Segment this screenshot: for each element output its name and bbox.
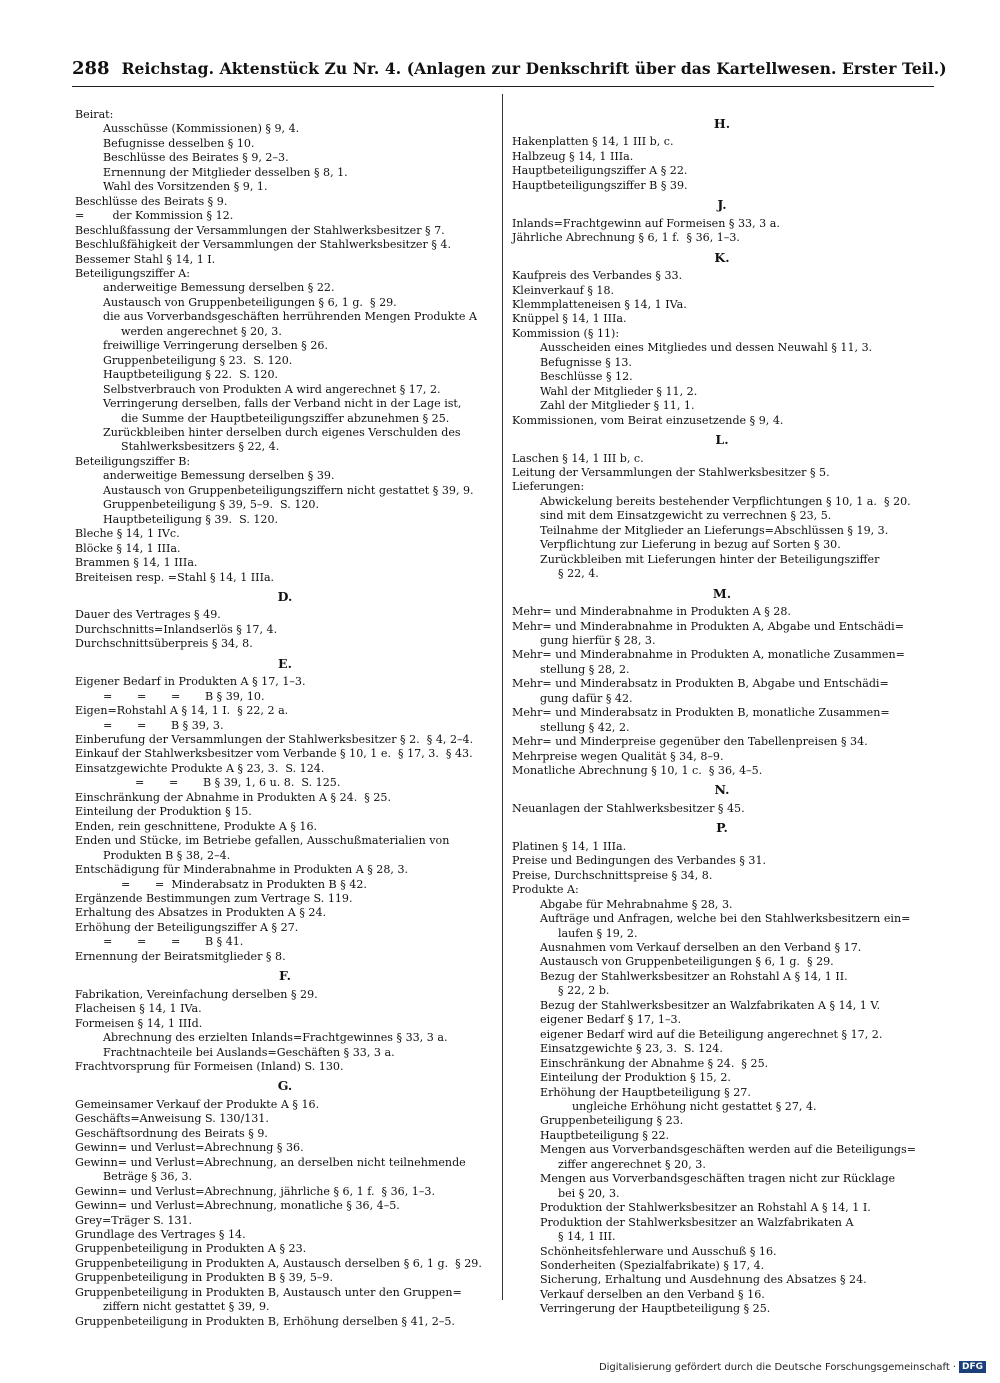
index-subentry: Verringerung derselben, falls der Verband nicht in der Lage ist,	[103, 397, 462, 411]
index-entry: Ergänzende Bestimmungen zum Vertrage S. 119.	[75, 892, 353, 906]
footer	[599, 1361, 986, 1373]
index-entry: Leitung der Versammlungen der Stahlwerksbesitzer § 5.	[512, 465, 830, 479]
index-entry: Formeisen § 14, 1 IIId.	[75, 1016, 203, 1030]
index-subentry: Befugnisse desselben § 10.	[103, 136, 255, 150]
index-entry: Gewinn= und Verlust=Abrechnung, an derselben nicht teilnehmende	[75, 1155, 466, 1169]
index-subentry: Einsatzgewichte § 23, 3. S. 124.	[540, 1042, 723, 1056]
index-subentry: anderweitige Bemessung derselben § 22.	[103, 281, 335, 295]
index-subentry: Produktion der Stahlwerksbesitzer an Walzfabrikaten A	[540, 1215, 854, 1229]
index-subentry: Sicherung, Erhaltung und Ausdehnung des Absatzes § 24.	[540, 1273, 867, 1287]
index-subentry: Abrechnung des erzielten Inlands=Frachtgewinnes § 33, 3 a.	[103, 1031, 448, 1045]
index-subentry: Abwickelung bereits bestehender Verpflichtungen § 10, 1 a. § 20.	[540, 494, 911, 508]
index-subentry: Austausch von Gruppenbeteiligungen § 6, 1 g. § 29.	[540, 955, 834, 969]
index-entry: Klemmplatteneisen § 14, 1 IVa.	[512, 297, 687, 311]
index-entry: Mehr= und Minderabnahme in Produkten A, Abgabe und Entschädi=	[512, 619, 905, 633]
index-subentry: sind mit dem Einsatzgewicht zu verrechnen § 23, 5.	[540, 509, 832, 523]
index-entry: Bessemer Stahl § 14, 1 I.	[75, 252, 216, 266]
index-entry: Kommissionen, vom Beirat einzusetzende § 9, 4.	[512, 413, 784, 427]
index-entry: Gruppenbeteiligung in Produkten B, Austausch unter den Gruppen=	[75, 1285, 462, 1299]
index-entry: Gewinn= und Verlust=Abrechnung, jährliche § 6, 1 f. § 36, 1–3.	[75, 1184, 435, 1198]
index-subentry: Beschlüsse des Beirates § 9, 2–3.	[103, 151, 289, 165]
index-entry: Flacheisen § 14, 1 IVa.	[75, 1002, 202, 1016]
index-subentry: Zahl der Mitglieder § 11, 1.	[540, 399, 695, 413]
index-entry: Gemeinsamer Verkauf der Produkte A § 16.	[75, 1097, 320, 1111]
section-letter: H.	[713, 116, 731, 131]
index-subentry: Hauptbeteiligung § 22. S. 120.	[103, 368, 279, 382]
index-subentry: Beträge § 36, 3.	[103, 1170, 193, 1184]
index-entry: Enden und Stücke, im Betriebe gefallen, Ausschußmaterialien von	[75, 834, 450, 848]
index-subentry: Gruppenbeteiligung § 23.	[540, 1114, 684, 1128]
index-entry: Gruppenbeteiligung in Produkten A § 23.	[75, 1242, 307, 1256]
index-entry: Hauptbeteiligungsziffer A § 22.	[512, 164, 688, 178]
index-subentry: die aus Vorverbandsgeschäften herrührenden Mengen Produkte A	[103, 310, 477, 324]
index-entry: Bleche § 14, 1 IVc.	[75, 527, 180, 541]
index-subentry: § 22, 2 b.	[558, 984, 610, 998]
index-entry: Beschlußfähigkeit der Versammlungen der Stahlwerksbesitzer § 4.	[75, 238, 451, 252]
index-entry: Blöcke § 14, 1 IIIa.	[75, 541, 181, 555]
index-subentry: Produktion der Stahlwerksbesitzer an Rohstahl A § 14, 1 I.	[540, 1201, 871, 1215]
index-entry: Breiteisen resp. =Stahl § 14, 1 IIIa.	[75, 570, 275, 584]
index-subentry: Austausch von Gruppenbeteiligungen § 6, 1 g. § 29.	[103, 295, 397, 309]
index-entry: Beteiligungsziffer B:	[75, 454, 191, 468]
index-subentry: stellung § 42, 2.	[540, 720, 630, 734]
index-subentry: Verpflichtung zur Lieferung in bezug auf Sorten § 30.	[540, 538, 841, 552]
index-entry: Knüppel § 14, 1 IIIa.	[512, 312, 627, 326]
page-title: Reichstag. Aktenstück Zu Nr. 4. (Anlagen zur Denkschrift über das Kartellwesen. Erster Teil.)	[121, 59, 947, 78]
index-entry: Grey=Träger S. 131.	[75, 1213, 193, 1227]
index-subentry: Gruppenbeteiligung § 23. S. 120.	[103, 353, 293, 367]
index-subentry: Produkten B § 38, 2–4.	[103, 848, 231, 862]
page-number: 288	[72, 58, 110, 79]
index-entry: Beschlüsse des Beirats § 9.	[75, 194, 228, 208]
index-subentry: eigener Bedarf wird auf die Beteiligung angerechnet § 17, 2.	[540, 1027, 883, 1041]
index-entry: Beteiligungsziffer A:	[75, 266, 190, 280]
index-entry: Kaufpreis des Verbandes § 33.	[512, 269, 683, 283]
index-entry: Preise, Durchschnittspreise § 34, 8.	[512, 868, 713, 882]
index-entry: Laschen § 14, 1 III b, c.	[512, 451, 644, 465]
index-subentry: Aufträge und Anfragen, welche bei den Stahlwerksbesitzern ein=	[540, 912, 911, 926]
index-entry: Beirat:	[75, 108, 114, 121]
index-entry: Durchschnittsüberpreis § 34, 8.	[75, 637, 253, 651]
index-subentry: Verkauf derselben an den Verband § 16.	[540, 1287, 765, 1301]
index-entry: Einschränkung der Abnahme in Produkten A § 24. § 25.	[75, 790, 392, 804]
index-entry: Erhaltung des Absatzes in Produkten A § 24.	[75, 906, 327, 920]
index-subentry: Befugnisse § 13.	[540, 355, 632, 369]
index-entry: Jährliche Abrechnung § 6, 1 f. § 36, 1–3.	[512, 231, 740, 245]
index-entry: Monatliche Abrechnung § 10, 1 c. § 36, 4–5.	[512, 764, 763, 778]
index-subentry: Mengen aus Vorverbandsgeschäften werden auf die Beteiligungs=	[540, 1143, 916, 1157]
index-entry: Mehr= und Minderabnahme in Produkten A, monatliche Zusammen=	[512, 648, 905, 662]
section-letter: J.	[717, 197, 727, 213]
index-subentry: Wahl der Mitglieder § 11, 2.	[540, 384, 698, 398]
index-subentry: Gruppenbeteiligung § 39, 5–9. S. 120.	[103, 498, 320, 512]
index-entry: Inlands=Frachtgewinn auf Formeisen § 33, 3 a.	[512, 216, 780, 230]
index-entry: Erhöhung der Beteiligungsziffer A § 27.	[75, 920, 299, 934]
index-entry: Hauptbeteiligungsziffer B § 39.	[512, 178, 688, 192]
section-letter: G.	[277, 1078, 293, 1094]
index-subentry: Sonderheiten (Spezialfabrikate) § 17, 4.	[540, 1258, 765, 1272]
index-entry: Einberufung der Versammlungen der Stahlwerksbesitzer § 2. § 4, 2–4.	[75, 733, 474, 747]
index-subentry: ungleiche Erhöhung nicht gestattet § 27, 4.	[572, 1100, 817, 1113]
index-entry: Preise und Bedingungen des Verbandes § 31.	[512, 854, 767, 868]
index-entry: Mehr= und Minderpreise gegenüber den Tabellenpreisen § 34.	[512, 735, 868, 749]
index-subentry: Mengen aus Vorverbandsgeschäften tragen nicht zur Rücklage	[540, 1172, 896, 1186]
index-entry: Dauer des Vertrages § 49.	[75, 608, 221, 622]
page-header	[72, 58, 947, 79]
index-entry: Einkauf der Stahlwerksbesitzer vom Verbande § 10, 1 e. § 17, 3. § 43.	[75, 747, 473, 761]
index-subentry: Frachtnachteile bei Auslands=Geschäften § 33, 3 a.	[103, 1045, 395, 1059]
index-subentry: gung dafür § 42.	[540, 691, 633, 705]
index-subentry: = = = B § 39, 10.	[103, 689, 265, 703]
index-subentry: eigener Bedarf § 17, 1–3.	[540, 1013, 682, 1027]
index-entry: Kleinverkauf § 18.	[512, 283, 615, 297]
header-rule	[72, 86, 934, 87]
index-entry: Geschäftsordnung des Beirats § 9.	[75, 1126, 268, 1140]
index-subentry: Zurückbleiben hinter derselben durch eigenes Verschulden des	[103, 425, 461, 439]
index-subentry: Ernennung der Mitglieder desselben § 8, 1.	[103, 165, 348, 179]
index-subentry: anderweitige Bemessung derselben § 39.	[103, 469, 335, 483]
index-entry: Grundlage des Vertrages § 14.	[75, 1227, 246, 1241]
index-subentry: = = B § 39, 1, 6 u. 8. S. 125.	[135, 776, 341, 790]
section-letter: P.	[716, 820, 728, 836]
index-entry: Mehr= und Minderabsatz in Produkten B, monatliche Zusammen=	[512, 706, 890, 720]
index-subentry: Verringerung der Hauptbeteiligung § 25.	[540, 1302, 771, 1316]
index-entry: Entschädigung für Minderabnahme in Produkten A § 28, 3.	[75, 863, 409, 877]
index-subentry: Einteilung der Produktion § 15, 2.	[540, 1071, 731, 1085]
section-letter: N.	[714, 782, 730, 798]
column-divider	[502, 94, 503, 1300]
index-subentry: Ausscheiden eines Mitgliedes und dessen Neuwahl § 11, 3.	[540, 341, 873, 355]
index-subentry: laufen § 19, 2.	[558, 926, 638, 940]
section-letter: E.	[278, 655, 292, 671]
index-entry: Gewinn= und Verlust=Abrechnung § 36.	[75, 1141, 304, 1155]
index-entry: Halbzeug § 14, 1 IIIa.	[512, 149, 634, 163]
index-entry: Mehr= und Minderabsatz in Produkten B, Abgabe und Entschädi=	[512, 677, 889, 691]
index-entry: = der Kommission § 12.	[75, 209, 234, 223]
index-subentry: Ausschüsse (Kommissionen) § 9, 4.	[103, 122, 300, 136]
index-entry: Einteilung der Produktion § 15.	[75, 805, 252, 819]
index-subentry: Zurückbleiben mit Lieferungen hinter der Beteiligungsziffer	[540, 552, 880, 566]
index-subentry: bei § 20, 3.	[558, 1186, 620, 1200]
index-subentry: = = Minderabsatz in Produkten B § 42.	[121, 877, 367, 891]
index-entry: Geschäfts=Anweisung S. 130/131.	[75, 1112, 269, 1126]
index-entry: Ernennung der Beiratsmitglieder § 8.	[75, 949, 286, 963]
index-subentry: Erhöhung der Hauptbeteiligung § 27.	[540, 1085, 751, 1099]
section-letter: F.	[279, 968, 291, 984]
index-subentry: Abgabe für Mehrabnahme § 28, 3.	[540, 897, 733, 911]
index-subentry: ziffer angerechnet § 20, 3.	[558, 1157, 706, 1171]
index-entry: Hakenplatten § 14, 1 III b, c.	[512, 135, 674, 149]
section-letter: D.	[277, 588, 293, 604]
left-index-column	[75, 108, 495, 1329]
index-subentry: Einschränkung der Abnahme § 24. § 25.	[540, 1056, 769, 1070]
index-entry: Beschlußfassung der Versammlungen der Stahlwerksbesitzer § 7.	[75, 223, 445, 237]
index-entry: Eigener Bedarf in Produkten A § 17, 1–3.	[75, 675, 306, 689]
index-subentry: Teilnahme der Mitglieder an Lieferungs=Abschlüssen § 19, 3.	[540, 523, 889, 537]
index-entry: Lieferungen:	[512, 480, 585, 494]
index-entry: Eigen=Rohstahl A § 14, 1 I. § 22, 2 a.	[75, 704, 289, 718]
section-letter: K.	[714, 249, 730, 265]
index-subentry: = = B § 39, 3.	[103, 718, 224, 732]
index-subentry: = = = B § 41.	[103, 935, 244, 949]
index-subentry: Bezug der Stahlwerksbesitzer an Rohstahl A § 14, 1 II.	[540, 969, 848, 983]
index-entry: Gruppenbeteiligung in Produkten A, Austausch derselben § 6, 1 g. § 29.	[75, 1256, 482, 1270]
index-entry: Brammen § 14, 1 IIIa.	[75, 556, 198, 570]
index-subentry: Stahlwerksbesitzers § 22, 4.	[121, 440, 280, 454]
footer-text: Digitalisierung gefördert durch die Deutsche Forschungsgemeinschaft	[598, 1361, 950, 1373]
index-entry: Gruppenbeteiligung in Produkten B § 39, 5–9.	[75, 1271, 334, 1285]
index-subentry: § 14, 1 III.	[558, 1230, 616, 1244]
index-entry: Platinen § 14, 1 IIIa.	[512, 839, 627, 853]
index-entry: Durchschnitts=Inlandserlös § 17, 4.	[75, 622, 278, 636]
index-subentry: Beschlüsse § 12.	[540, 370, 633, 384]
index-entry: Fabrikation, Vereinfachung derselben § 29.	[75, 987, 318, 1001]
index-entry: Mehrpreise wegen Qualität § 34, 8–9.	[512, 749, 724, 763]
index-subentry: stellung § 28, 2.	[540, 662, 630, 676]
index-subentry: Selbstverbrauch von Produkten A wird angerechnet § 17, 2.	[103, 382, 441, 396]
index-entry: Neuanlagen der Stahlwerksbesitzer § 45.	[512, 801, 745, 815]
index-entry: Mehr= und Minderabnahme in Produkten A § 28.	[512, 605, 791, 619]
index-entry: Frachtvorsprung für Formeisen (Inland) S. 130.	[75, 1060, 344, 1073]
index-subentry: die Summe der Hauptbeteiligungsziffer abzunehmen § 25.	[121, 411, 450, 425]
dfg-logo: DFG	[959, 1361, 986, 1373]
section-letter: L.	[715, 432, 729, 448]
index-entry: Gewinn= und Verlust=Abrechnung, monatliche § 36, 4–5.	[75, 1199, 400, 1213]
index-subentry: ziffern nicht gestattet § 39, 9.	[103, 1300, 270, 1314]
index-entry: Produkte A:	[512, 883, 579, 897]
index-entry: Einsatzgewichte Produkte A § 23, 3. S. 124.	[75, 761, 325, 775]
index-subentry: Hauptbeteiligung § 39. S. 120.	[103, 512, 279, 526]
index-subentry: Ausnahmen vom Verkauf derselben an den Verband § 17.	[540, 941, 862, 955]
section-letter: M.	[712, 585, 732, 601]
index-entry: Enden, rein geschnittene, Produkte A § 16.	[75, 819, 318, 833]
index-subentry: Schönheitsfehlerware und Ausschuß § 16.	[540, 1244, 777, 1258]
footer-separator: ·	[952, 1361, 956, 1373]
index-subentry: gung hierfür § 28, 3.	[540, 633, 656, 647]
index-entry: Kommission (§ 11):	[512, 326, 620, 340]
index-subentry: Hauptbeteiligung § 22.	[540, 1128, 670, 1142]
index-entry: Gruppenbeteiligung in Produkten B, Erhöhung derselben § 41, 2–5.	[75, 1314, 455, 1328]
index-subentry: Wahl des Vorsitzenden § 9, 1.	[103, 180, 268, 194]
index-subentry: § 22, 4.	[558, 567, 599, 581]
index-subentry: freiwillige Verringerung derselben § 26.	[103, 339, 328, 353]
index-subentry: Austausch von Gruppenbeteiligungsziffern nicht gestattet § 39, 9.	[103, 483, 474, 497]
index-subentry: Bezug der Stahlwerksbesitzer an Walzfabrikaten A § 14, 1 V.	[540, 998, 880, 1012]
index-subentry: werden angerechnet § 20, 3.	[121, 324, 282, 338]
right-index-column	[512, 112, 932, 1317]
